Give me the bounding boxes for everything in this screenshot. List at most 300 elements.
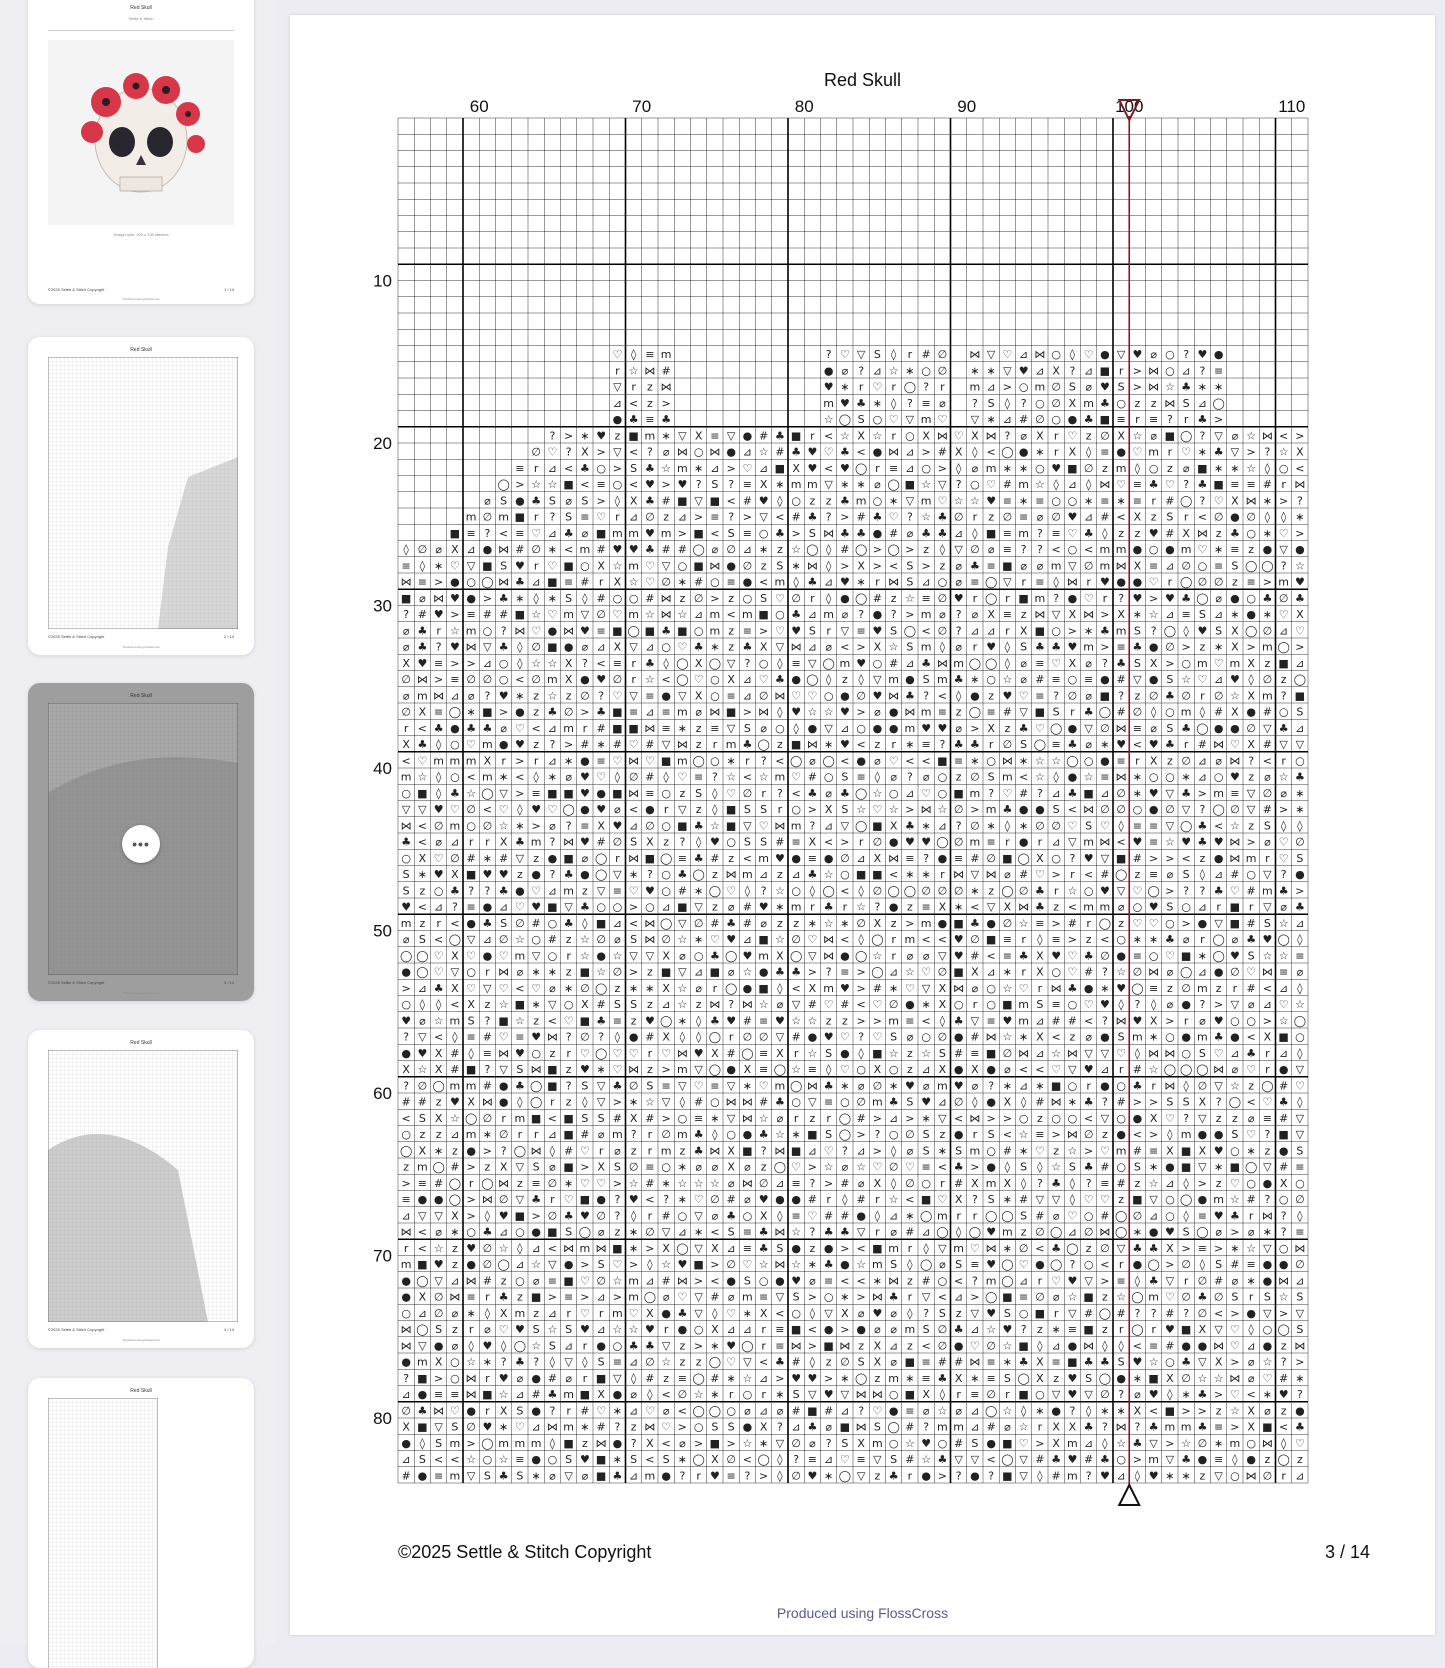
stitch-symbol: ⋈ bbox=[563, 835, 575, 849]
stitch-symbol: ♣ bbox=[498, 884, 509, 898]
stitch-symbol: ⋈ bbox=[904, 705, 916, 719]
page-thumbnail-5[interactable] bbox=[28, 1378, 254, 1668]
stitch-symbol: ♡ bbox=[644, 1404, 655, 1418]
stitch-symbol: ⋈ bbox=[1115, 1420, 1127, 1434]
stitch-symbol: ○ bbox=[823, 1290, 834, 1304]
stitch-symbol: > bbox=[856, 965, 866, 979]
stitch-symbol: ⋈ bbox=[514, 624, 526, 638]
stitch-symbol: ◯ bbox=[871, 965, 884, 979]
stitch-symbol: # bbox=[856, 510, 866, 524]
stitch-symbol: > bbox=[661, 1063, 671, 1077]
page-thumbnail-3[interactable] bbox=[28, 683, 254, 1001]
stitch-symbol: ● bbox=[1213, 721, 1224, 735]
stitch-symbol: ○ bbox=[1165, 1209, 1175, 1223]
stitch-symbol: ○ bbox=[1083, 1258, 1094, 1272]
stitch-symbol: ♡ bbox=[1034, 721, 1045, 735]
stitch-symbol: ∅ bbox=[758, 1030, 769, 1044]
stitch-symbol: ◊ bbox=[517, 1241, 523, 1255]
stitch-symbol: ♡ bbox=[1132, 884, 1143, 898]
stitch-symbol: ◊ bbox=[858, 884, 864, 898]
page-thumbnail-2[interactable] bbox=[28, 337, 254, 655]
stitch-symbol: ♣ bbox=[1148, 1241, 1159, 1255]
stitch-symbol: ♡ bbox=[1164, 478, 1175, 492]
stitch-symbol: z bbox=[1085, 933, 1092, 947]
stitch-symbol: ♥ bbox=[612, 543, 623, 557]
stitch-symbol: ♥ bbox=[596, 673, 607, 687]
stitch-symbol: ■ bbox=[790, 429, 802, 443]
stitch-symbol: X bbox=[499, 1306, 508, 1320]
stitch-symbol: ♥ bbox=[986, 1306, 997, 1320]
stitch-symbol: X bbox=[711, 1241, 719, 1255]
stitch-symbol: ○ bbox=[888, 786, 899, 800]
stitch-symbol: ◊ bbox=[549, 1144, 556, 1158]
stitch-symbol: S bbox=[565, 510, 573, 524]
stitch-symbol: ● bbox=[1197, 1193, 1208, 1207]
stitch-symbol: ◯ bbox=[708, 1404, 722, 1418]
stitch-symbol: m bbox=[790, 900, 802, 914]
stitch-symbol: S bbox=[630, 461, 638, 475]
stitch-symbol: ◯ bbox=[1098, 1306, 1112, 1320]
stitch-symbol: S bbox=[1182, 1225, 1190, 1239]
stitch-symbol: # bbox=[1116, 1095, 1126, 1109]
stitch-symbol: ⌀ bbox=[1247, 998, 1255, 1012]
stitch-symbol: ◯ bbox=[448, 933, 462, 947]
stitch-symbol: ☆ bbox=[904, 591, 915, 605]
stitch-symbol: ∅ bbox=[1262, 786, 1273, 800]
stitch-symbol: ⌀ bbox=[922, 1079, 930, 1093]
stitch-symbol: m bbox=[1197, 1030, 1208, 1044]
stitch-symbol: ■ bbox=[612, 624, 623, 638]
stitch-symbol: ? bbox=[1085, 1469, 1092, 1483]
stitch-symbol: ♣ bbox=[888, 1095, 899, 1109]
stitch-symbol: ♣ bbox=[514, 1355, 525, 1369]
stitch-symbol: # bbox=[1100, 1160, 1110, 1174]
stitch-symbol: ⌀ bbox=[922, 770, 930, 784]
stitch-symbol: ■ bbox=[1083, 1290, 1094, 1304]
stitch-symbol: ◊ bbox=[1085, 1404, 1092, 1418]
x-tick-label: 90 bbox=[957, 97, 977, 116]
stitch-symbol: ○ bbox=[1230, 1469, 1240, 1483]
stitch-symbol: > bbox=[1295, 884, 1305, 898]
cross-stitch-grid bbox=[290, 15, 1435, 1595]
stitch-symbol: > bbox=[726, 1436, 736, 1450]
stitch-symbol: ⋈ bbox=[400, 575, 412, 589]
stitch-symbol: ◯ bbox=[1131, 1323, 1144, 1337]
stitch-symbol: ? bbox=[451, 900, 458, 914]
stitch-symbol: ♣ bbox=[807, 868, 818, 882]
stitch-symbol: ⊿ bbox=[1165, 1176, 1175, 1190]
stitch-symbol: ■ bbox=[644, 624, 656, 638]
stitch-symbol: ≡ bbox=[401, 559, 411, 573]
stitch-symbol: ? bbox=[809, 819, 816, 833]
stitch-symbol: ♡ bbox=[628, 1046, 639, 1060]
thumb-title: Red Skull bbox=[130, 1040, 152, 1046]
stitch-symbol: > bbox=[564, 429, 574, 443]
stitch-symbol: ♥ bbox=[986, 1225, 997, 1239]
stitch-symbol: ⋈ bbox=[725, 1095, 737, 1109]
stitch-symbol: ♥ bbox=[482, 1339, 493, 1353]
stitch-symbol: S bbox=[662, 1453, 670, 1467]
stitch-symbol: ? bbox=[890, 608, 897, 622]
stitch-symbol: < bbox=[1002, 1128, 1012, 1142]
stitch-symbol: ∅ bbox=[482, 1111, 493, 1125]
stitch-symbol: ⊿ bbox=[547, 721, 557, 735]
stitch-symbol: ◯ bbox=[1261, 559, 1274, 573]
stitch-symbol: ∅ bbox=[645, 819, 655, 833]
stitch-symbol: ? bbox=[971, 396, 978, 410]
stitch-symbol: ∅ bbox=[888, 1160, 899, 1174]
stitch-symbol: r bbox=[631, 380, 636, 394]
stitch-symbol: > bbox=[937, 1469, 947, 1483]
stitch-symbol: ▽ bbox=[938, 1111, 947, 1125]
stitch-symbol: ∅ bbox=[742, 1030, 753, 1044]
stitch-symbol: ⋈ bbox=[936, 429, 948, 443]
stitch-symbol: z bbox=[776, 916, 783, 930]
stitch-symbol: ? bbox=[1199, 884, 1206, 898]
stitch-symbol: ♣ bbox=[547, 1388, 558, 1402]
stitch-symbol: ⋈ bbox=[855, 1420, 867, 1434]
stitch-symbol: ⋈ bbox=[628, 1063, 640, 1077]
stitch-symbol: m bbox=[1099, 900, 1111, 914]
stitch-symbol: ∅ bbox=[693, 591, 704, 605]
stitch-symbol: z bbox=[516, 868, 523, 882]
stitch-symbol: m bbox=[1180, 1420, 1192, 1434]
stitch-symbol: ♣ bbox=[969, 738, 980, 752]
stitch-symbol: r bbox=[1265, 1063, 1270, 1077]
stitch-symbol: ∗ bbox=[824, 738, 834, 752]
stitch-symbol: ⋈ bbox=[1066, 1128, 1078, 1142]
stitch-symbol: S bbox=[808, 624, 816, 638]
stitch-symbol: ⊿ bbox=[1230, 1046, 1240, 1060]
stitch-symbol: ♡ bbox=[774, 624, 785, 638]
stitch-symbol: ■ bbox=[1018, 591, 1029, 605]
stitch-symbol: ∗ bbox=[1214, 461, 1224, 475]
stitch-symbol: ○ bbox=[450, 738, 460, 752]
stitch-symbol: ● bbox=[466, 916, 476, 930]
stitch-symbol: ≡ bbox=[726, 575, 736, 589]
stitch-symbol: ● bbox=[596, 949, 606, 963]
stitch-symbol: m bbox=[1245, 851, 1257, 865]
page-thumbnail-1[interactable] bbox=[28, 0, 254, 304]
stitch-symbol: ◯ bbox=[708, 656, 722, 670]
stitch-symbol: ⋈ bbox=[676, 1046, 688, 1060]
stitch-symbol: # bbox=[970, 1030, 980, 1044]
stitch-symbol: ⋈ bbox=[676, 1274, 688, 1288]
stitch-symbol: ▽ bbox=[694, 900, 703, 914]
stitch-symbol: X bbox=[451, 868, 459, 882]
stitch-symbol: # bbox=[742, 900, 752, 914]
stitch-symbol: ♥ bbox=[791, 705, 802, 719]
stitch-symbol: S bbox=[906, 1095, 914, 1109]
stitch-symbol: ♡ bbox=[1099, 1193, 1110, 1207]
stitch-symbol: ■ bbox=[790, 738, 802, 752]
stitch-symbol: # bbox=[759, 1095, 769, 1109]
stitch-symbol: ≡ bbox=[921, 1160, 931, 1174]
stitch-symbol: ◯ bbox=[1001, 1258, 1014, 1272]
stitch-symbol: ♣ bbox=[417, 624, 428, 638]
stitch-symbol: < bbox=[856, 445, 866, 459]
stitch-symbol: ≡ bbox=[921, 900, 931, 914]
stitch-symbol: ⌀ bbox=[597, 1225, 605, 1239]
stitch-symbol: ☆ bbox=[1213, 1371, 1224, 1385]
stitch-symbol: X bbox=[987, 721, 995, 735]
stitch-symbol: ○ bbox=[710, 1095, 720, 1109]
stitch-symbol: X bbox=[938, 981, 947, 995]
stitch-symbol: ? bbox=[598, 1030, 605, 1044]
stitch-symbol: X bbox=[402, 656, 410, 670]
stitch-symbol: ≡ bbox=[1116, 754, 1126, 768]
stitch-symbol: > bbox=[1067, 624, 1077, 638]
stitch-symbol: ≡ bbox=[466, 526, 476, 540]
stitch-symbol: # bbox=[482, 1030, 492, 1044]
stitch-symbol: ♣ bbox=[1083, 1355, 1094, 1369]
stitch-symbol: ☆ bbox=[612, 1323, 623, 1337]
stitch-symbol: # bbox=[937, 1355, 947, 1369]
stitch-symbol: ○ bbox=[1148, 543, 1159, 557]
more-options-button[interactable]: ••• bbox=[122, 825, 160, 863]
stitch-symbol: ○ bbox=[1165, 770, 1175, 784]
stitch-symbol: ■ bbox=[1180, 1160, 1192, 1174]
stitch-symbol: ∗ bbox=[596, 738, 606, 752]
stitch-symbol: r bbox=[696, 1469, 701, 1483]
stitch-symbol: ○ bbox=[1148, 461, 1159, 475]
stitch-symbol: ∗ bbox=[775, 478, 785, 492]
stitch-symbol: ◯ bbox=[1196, 1225, 1209, 1239]
stitch-symbol: ▽ bbox=[1263, 1306, 1272, 1320]
stitch-symbol: ⌀ bbox=[760, 721, 767, 735]
stitch-symbol: ◯ bbox=[448, 1193, 462, 1207]
stitch-symbol: ☆ bbox=[1083, 770, 1094, 784]
stitch-symbol: r bbox=[793, 1046, 799, 1060]
stitch-symbol: < bbox=[629, 396, 639, 410]
stitch-symbol: S bbox=[1166, 673, 1174, 687]
stitch-symbol: ▽ bbox=[515, 1193, 525, 1207]
stitch-symbol: ♡ bbox=[1294, 1436, 1305, 1450]
stitch-symbol: S bbox=[808, 526, 816, 540]
stitch-symbol: ▽ bbox=[1165, 819, 1175, 833]
stitch-symbol: ♣ bbox=[1181, 591, 1192, 605]
stitch-symbol: r bbox=[663, 803, 669, 817]
stitch-symbol: z bbox=[1053, 1144, 1060, 1158]
stitch-symbol: ○ bbox=[1148, 949, 1159, 963]
stitch-symbol: ⋈ bbox=[644, 364, 656, 378]
stitch-symbol: ≡ bbox=[466, 1290, 476, 1304]
stitch-symbol: < bbox=[921, 1014, 931, 1028]
stitch-symbol: ∗ bbox=[1132, 1225, 1142, 1239]
stitch-symbol: ● bbox=[1148, 673, 1159, 687]
stitch-symbol: # bbox=[1035, 1209, 1045, 1223]
stitch-symbol: ∅ bbox=[1035, 1290, 1045, 1304]
stitch-symbol: S bbox=[890, 1030, 898, 1044]
stitch-symbol: m bbox=[677, 1128, 688, 1142]
stitch-symbol: r bbox=[485, 965, 490, 979]
stitch-symbol: ≡ bbox=[986, 1014, 996, 1028]
stitch-symbol: r bbox=[1200, 933, 1205, 947]
stitch-symbol: ∅ bbox=[1035, 819, 1045, 833]
stitch-symbol: ∅ bbox=[1116, 803, 1126, 817]
stitch-symbol: ⊿ bbox=[954, 1290, 964, 1304]
stitch-symbol: ♥ bbox=[1213, 1209, 1224, 1223]
stitch-symbol: < bbox=[856, 998, 866, 1012]
stitch-symbol: ◊ bbox=[1134, 461, 1141, 475]
stitch-symbol: ≡ bbox=[661, 705, 671, 719]
stitch-symbol: S bbox=[890, 624, 898, 638]
stitch-symbol: z bbox=[533, 738, 540, 752]
stitch-symbol: ⌀ bbox=[841, 364, 849, 378]
stitch-symbol: ⋈ bbox=[709, 1144, 721, 1158]
stitch-symbol: ♣ bbox=[579, 900, 590, 914]
stitch-symbol: ☆ bbox=[677, 933, 688, 947]
stitch-symbol: # bbox=[710, 851, 720, 865]
produced-by-link[interactable]: Produced using FlossCross bbox=[776, 1605, 949, 1621]
stitch-symbol: ■ bbox=[595, 1371, 607, 1385]
stitch-symbol: ● bbox=[1035, 1258, 1045, 1272]
stitch-symbol: ■ bbox=[530, 1290, 542, 1304]
stitch-symbol: ? bbox=[923, 1420, 930, 1434]
stitch-symbol: ◯ bbox=[1179, 1063, 1193, 1077]
stitch-symbol: ♣ bbox=[872, 510, 883, 524]
stitch-symbol: ♣ bbox=[563, 868, 574, 882]
stitch-symbol: ♡ bbox=[1164, 1290, 1175, 1304]
stitch-symbol: > bbox=[1002, 1111, 1012, 1125]
stitch-symbol: ■ bbox=[839, 1420, 851, 1434]
stitch-symbol: ■ bbox=[725, 819, 737, 833]
stitch-symbol: ◊ bbox=[1297, 1209, 1303, 1223]
stitch-symbol: z bbox=[728, 591, 735, 605]
stitch-symbol: ≡ bbox=[482, 1046, 492, 1060]
stitch-symbol: ≡ bbox=[1214, 1420, 1224, 1434]
stitch-symbol: ● bbox=[1295, 868, 1305, 882]
stitch-symbol: ? bbox=[549, 835, 556, 849]
stitch-symbol: r bbox=[485, 835, 490, 849]
stitch-symbol: ◯ bbox=[659, 1014, 673, 1028]
stitch-symbol: > bbox=[921, 559, 931, 573]
stitch-symbol: ◊ bbox=[890, 1144, 897, 1158]
stitch-symbol: > bbox=[1230, 1225, 1240, 1239]
stitch-symbol: ♣ bbox=[1294, 591, 1305, 605]
page-thumbnail-4[interactable] bbox=[28, 1030, 254, 1348]
stitch-symbol: ♣ bbox=[433, 721, 444, 735]
stitch-symbol: X bbox=[873, 1339, 882, 1353]
stitch-symbol: X bbox=[938, 998, 947, 1012]
stitch-symbol: ☆ bbox=[1018, 916, 1029, 930]
stitch-symbol: ◯ bbox=[676, 1241, 689, 1255]
stitch-symbol: ≡ bbox=[401, 1193, 411, 1207]
stitch-symbol: ◊ bbox=[712, 1306, 718, 1320]
stitch-symbol: ☆ bbox=[498, 1388, 509, 1402]
stitch-symbol: r bbox=[533, 559, 539, 573]
stitch-symbol: ⊿ bbox=[1279, 981, 1289, 995]
stitch-symbol: ? bbox=[1036, 543, 1043, 557]
stitch-symbol: ∅ bbox=[953, 803, 964, 817]
stitch-symbol: ■ bbox=[677, 900, 688, 914]
stitch-symbol: # bbox=[1067, 916, 1077, 930]
stitch-symbol: m bbox=[1018, 998, 1029, 1012]
stitch-symbol: X bbox=[662, 981, 670, 995]
stitch-symbol: ○ bbox=[693, 1323, 704, 1337]
stitch-symbol: ♥ bbox=[709, 1469, 720, 1483]
stitch-symbol: ◯ bbox=[838, 1111, 852, 1125]
stitch-symbol: ? bbox=[923, 380, 930, 394]
stitch-symbol: ≡ bbox=[1197, 1209, 1207, 1223]
stitch-symbol: > bbox=[1100, 640, 1110, 654]
stitch-symbol: ■ bbox=[709, 1436, 721, 1450]
stitch-symbol: # bbox=[840, 998, 850, 1012]
stitch-symbol: # bbox=[580, 575, 590, 589]
stitch-symbol: < bbox=[629, 445, 639, 459]
stitch-symbol: r bbox=[891, 933, 896, 947]
stitch-symbol: < bbox=[726, 608, 736, 622]
stitch-symbol: ♥ bbox=[498, 1209, 509, 1223]
stitch-symbol: ⊿ bbox=[1197, 900, 1207, 914]
stitch-symbol: ⋈ bbox=[774, 1225, 786, 1239]
stitch-symbol: ■ bbox=[1294, 689, 1306, 703]
stitch-symbol: ≡ bbox=[1279, 965, 1289, 979]
stitch-symbol: z bbox=[1150, 510, 1157, 524]
stitch-symbol: > bbox=[1197, 1176, 1207, 1190]
stitch-symbol: ⌀ bbox=[679, 949, 686, 963]
stitch-symbol: ▽ bbox=[418, 1030, 427, 1044]
stitch-symbol: X bbox=[1019, 624, 1028, 638]
stitch-symbol: ∗ bbox=[1035, 1079, 1045, 1093]
stitch-symbol: ∗ bbox=[759, 543, 769, 557]
stitch-symbol: ▽ bbox=[661, 559, 671, 573]
stitch-symbol: ⌀ bbox=[1264, 1404, 1271, 1418]
stitch-symbol: r bbox=[1037, 1420, 1043, 1434]
stitch-symbol: ☆ bbox=[1034, 770, 1045, 784]
stitch-symbol: ? bbox=[403, 1371, 410, 1385]
stitch-symbol: ◊ bbox=[533, 591, 539, 605]
stitch-symbol: ⋈ bbox=[1261, 429, 1273, 443]
stitch-symbol: ∅ bbox=[937, 624, 948, 638]
stitch-symbol: ○ bbox=[1181, 656, 1191, 670]
stitch-symbol: S bbox=[565, 1225, 573, 1239]
stitch-symbol: ● bbox=[450, 721, 460, 735]
stitch-symbol: ∗ bbox=[499, 770, 509, 784]
stitch-symbol: # bbox=[645, 1030, 655, 1044]
stitch-symbol: ◊ bbox=[907, 1306, 913, 1320]
stitch-symbol: ○ bbox=[466, 819, 476, 833]
stitch-symbol: ♥ bbox=[612, 819, 623, 833]
stitch-symbol: ♣ bbox=[807, 575, 818, 589]
stitch-symbol: r bbox=[826, 1193, 831, 1207]
stitch-symbol: ◯ bbox=[838, 413, 852, 427]
stitch-symbol: z bbox=[809, 494, 816, 508]
stitch-symbol: ≡ bbox=[775, 1323, 785, 1337]
stitch-symbol: ≡ bbox=[856, 770, 866, 784]
stitch-symbol: ♡ bbox=[628, 884, 639, 898]
stitch-symbol: ○ bbox=[742, 1209, 753, 1223]
stitch-symbol: ■ bbox=[514, 1209, 526, 1223]
stitch-symbol: ∅ bbox=[937, 1323, 948, 1337]
stitch-symbol: ♥ bbox=[1002, 689, 1013, 703]
stitch-symbol: ● bbox=[986, 916, 996, 930]
stitch-symbol: ○ bbox=[937, 575, 948, 589]
stitch-symbol: r bbox=[842, 900, 848, 914]
stitch-symbol: ▽ bbox=[840, 819, 850, 833]
stitch-symbol: ∅ bbox=[1116, 786, 1126, 800]
stitch-symbol: ▽ bbox=[1100, 1046, 1110, 1060]
stitch-symbol: ? bbox=[728, 478, 735, 492]
stitch-symbol: ⋈ bbox=[969, 1111, 981, 1125]
stitch-symbol: ? bbox=[760, 884, 767, 898]
stitch-symbol: ○ bbox=[693, 445, 704, 459]
stitch-symbol: ☆ bbox=[937, 1404, 948, 1418]
stitch-symbol: ● bbox=[970, 1469, 980, 1483]
stitch-symbol: ⊿ bbox=[807, 640, 817, 654]
stitch-symbol: S bbox=[955, 1258, 963, 1272]
stitch-symbol: ? bbox=[549, 868, 556, 882]
